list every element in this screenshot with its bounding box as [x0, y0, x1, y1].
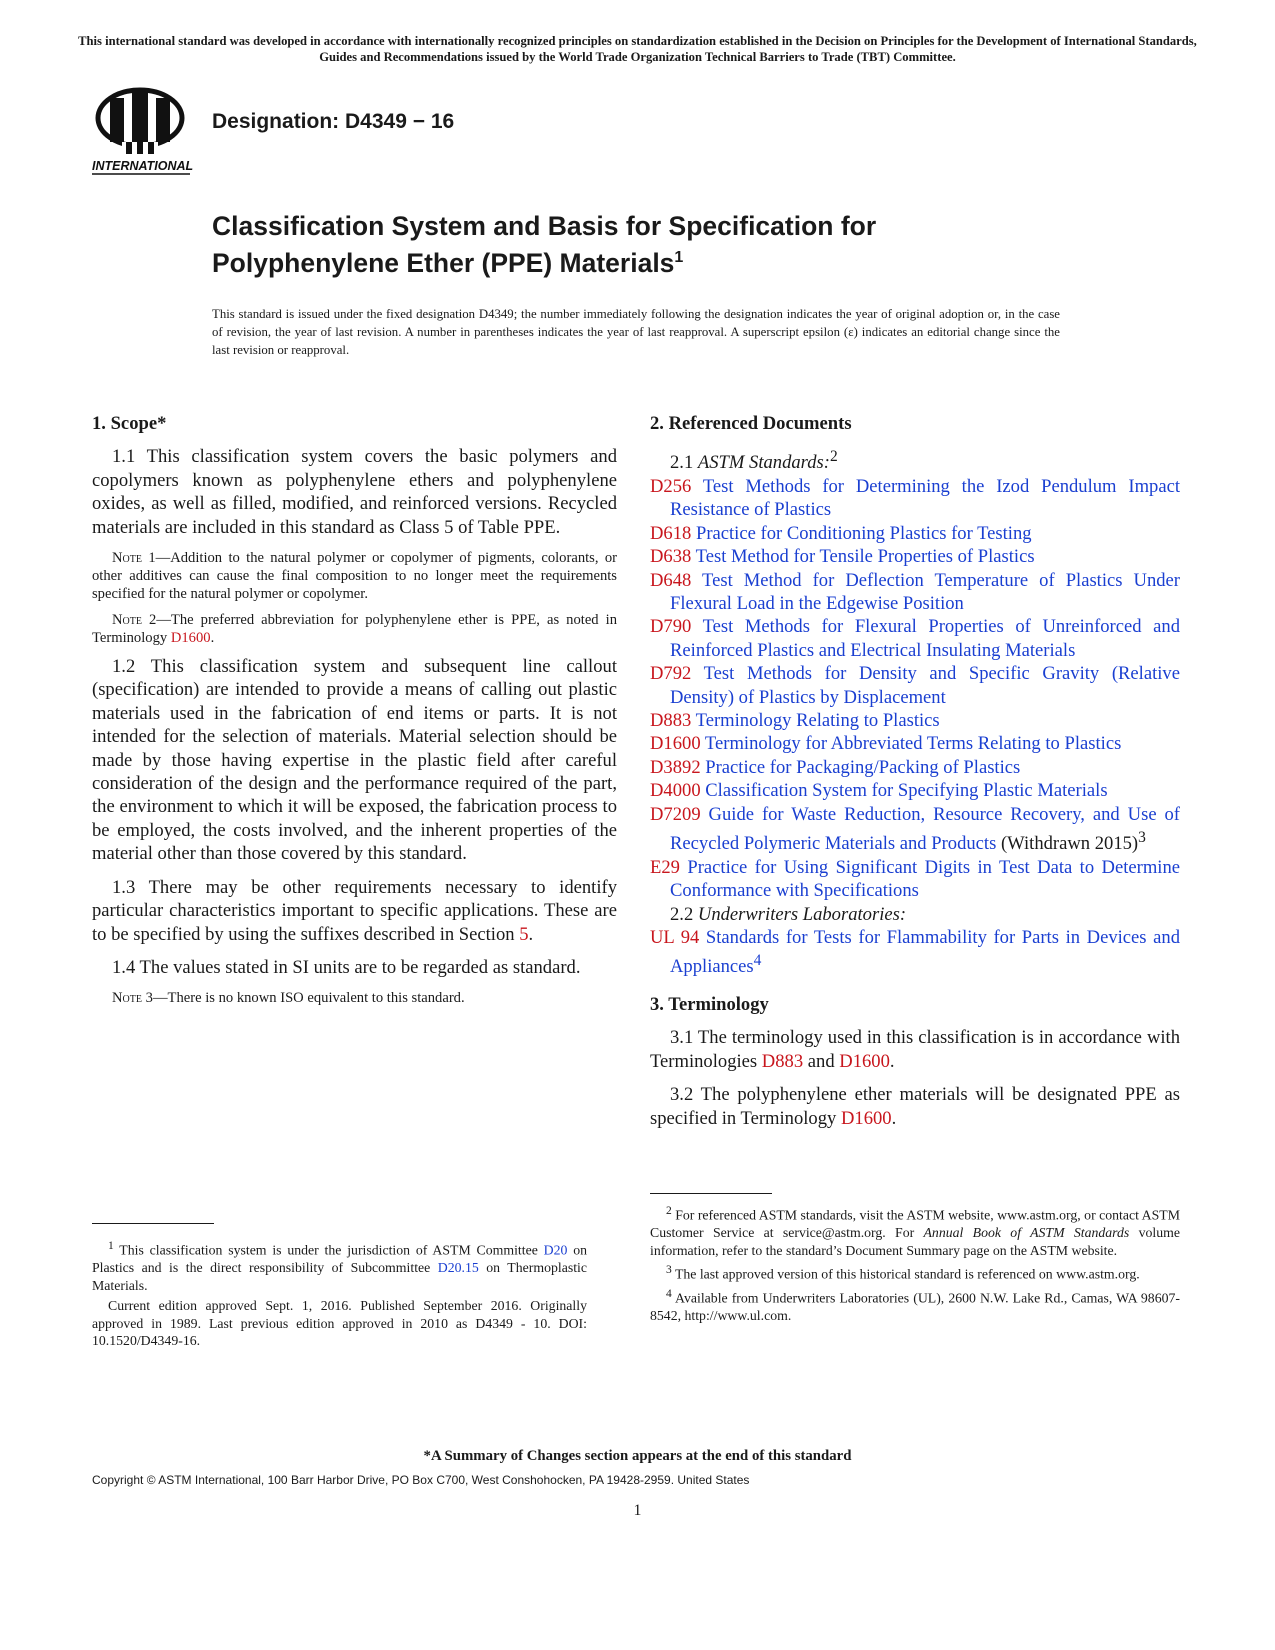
footnote-1: $^1$ This classification system is under the jurisdiction of ASTM Committee D20 on Plastics and is the direct responsibility of Subcommittee D20.15 on Thermoplastic Materials. [92, 1240, 588, 1293]
link-d1600[interactable]: D1600 [170, 630, 211, 647]
link-section-5[interactable]: 5 [519, 923, 529, 945]
reference-item-d638[interactable]: D638 Test Method for Tensile Properties of Plastics [650, 546, 1035, 568]
note-1: Note 1—Addition to the natural polymer or copolymer of pigments, colorants, or other additives can cause the final composition to no longer meet the requirements specified for the natural polymer or copolymer. [92, 550, 617, 603]
right-column [650, 412, 1180, 1140]
reference-item-d648[interactable]: D648 Test Method for Deflection Temperature of Plastics Under Flexural Load in the Edgewise Position [650, 569, 1180, 615]
para-1-1: 1.1 This classification system covers the basic polymers and copolymers known as polyphenylene ethers and polyphenylene oxides, as well as filled, modified, and reinforced versions. Recycled materials are included in this standard as Class 5 of Table PPE. [92, 446, 617, 538]
reference-item-d256[interactable]: D256 Test Methods for Determining the Izod Pendulum Impact Resistance of Plastics [650, 476, 1180, 521]
footnote-4: $^4$ Available from Underwriters Laboratories (UL), 2600 N.W. Lake Rd., Camas, WA 98607-8542, http://www.ul.com. [650, 1288, 1180, 1324]
document-title: Classification System and Basis for Specification for Polyphenylene Ether (PPE) Materials$^1$ [212, 211, 877, 278]
reference-item-d792[interactable]: D792 Test Methods for Density and Specific Gravity (Relative Density) of Plastics by Displacement [650, 663, 1180, 708]
reference-item-d7209[interactable]: D7209 Guide for Waste Reduction, Resource Recovery, and Use of Recycled Polymeric Materials and Products (Withdrawn 2015)$^3$ [650, 803, 1180, 855]
footnote-rule-left [92, 1223, 214, 1224]
reference-list [650, 475, 1180, 903]
section-scope-heading: 1. Scope* [92, 413, 167, 434]
astm-logo [92, 84, 204, 180]
copyright: Copyright © ASTM International, 100 Barr Harbor Drive, PO Box C700, West Conshohocken, PA 19428-2959. United States [92, 1473, 750, 1487]
subsection-astm-standards: 2.1 ASTM Standards:$^2$ [670, 448, 838, 474]
designation: Designation: D4349 − 16 [212, 110, 455, 133]
left-column [92, 412, 617, 1015]
footnote-rule-right [650, 1193, 772, 1194]
reference-item-d3892[interactable]: D3892 Practice for Packaging/Packing of Plastics [650, 756, 1021, 778]
link-d20-15[interactable]: D20.15 [437, 1260, 479, 1276]
link-d1600[interactable]: D1600 [839, 1050, 890, 1072]
footnote-1-edition: Current edition approved Sept. 1, 2016. Published September 2016. Originally approved in 1989. Last previous edition approved in 2010 as D4349 - 10. DOI: 10.1520/D4349-16. [92, 1298, 587, 1349]
link-d20[interactable]: D20 [543, 1242, 568, 1258]
link-d883[interactable]: D883 [761, 1050, 804, 1072]
para-1-2: 1.2 This classification system and subsequent line callout (specification) are intended to provide a means of calling out plastic materials used in the fabrication of end items or parts. It is not intended for the selection of materials. Material selection should be made by those having expertise in the plastic field after careful consideration of the design and the performance required of the part, the environment to which it will be exposed, the fabrication process to be employed, the costs involved, and the inherent properties of the material other than those covered by this standard. [92, 656, 617, 865]
svg-text:INTERNATIONAL: INTERNATIONAL [92, 159, 194, 173]
reference-item-d1600[interactable]: D1600 Terminology for Abbreviated Terms Relating to Plastics [650, 733, 1122, 755]
para-1-4: 1.4 The values stated in SI units are to be regarded as standard. [112, 956, 581, 978]
summary-of-changes-note: *A Summary of Changes section appears at the end of this standard [423, 1448, 852, 1464]
reference-item-e29[interactable]: E29 Practice for Using Significant Digits in Test Data to Determine Conformance with Specifications [650, 856, 1180, 902]
reference-item-d618[interactable]: D618 Practice for Conditioning Plastics for Testing [650, 522, 1032, 544]
issuance-statement: This standard is issued under the fixed designation D4349; the number immediately following the designation indicates the year of original adoption or, in the case of revision, the year of last revision. A number in parentheses indicates the year of last reapproval. A superscript epsilon (ε) indicates an editorial change since the last revision or reapproval. [212, 307, 1060, 357]
footnotes-left [92, 1238, 587, 1353]
reference-item-ul94[interactable]: UL 94 Standards for Tests for Flammability for Parts in Devices and Appliances$^4$ [650, 926, 1180, 978]
footnotes-right [650, 1203, 1180, 1328]
para-3-1: 3.1 The terminology used in this classification is in accordance with Terminologies D883 and D1600. [650, 1027, 1180, 1072]
reference-item-d883[interactable]: D883 Terminology Relating to Plastics [650, 710, 940, 732]
note-3: Note 3—There is no known ISO equivalent to this standard. [112, 990, 465, 1007]
para-1-3: 1.3 There may be other requirements necessary to identify particular characteristics important to specific applications. These are to be specified by using the suffixes described in Section 5. [92, 876, 617, 945]
para-3-2: 3.2 The polyphenylene ether materials will be designated PPE as specified in Terminology D1600. [650, 1084, 1180, 1129]
subsection-ul: 2.2 Underwriters Laboratories: [670, 903, 907, 925]
trade-notice: This international standard was developed in accordance with internationally recognized principles on standardization established in the Decision on Principles for the Development of International Standards, Guides and Recommendations issued by the World Trade Organization Technical Barriers to Trade (TBT) Committee. [78, 34, 1197, 64]
page-number: 1 [633, 1502, 642, 1519]
link-d1600[interactable]: D1600 [840, 1107, 892, 1129]
footnote-3: $^3$ The last approved version of this historical standard is referenced on www.astm.org. [666, 1264, 1140, 1282]
footnote-2: $^2$ For referenced ASTM standards, visit the ASTM website, www.astm.org, or contact ASTM Customer Service at service@astm.org. For Annual Book of ASTM Standards volume information, refer to the standard’s Document Summary page on the ASTM website. [650, 1205, 1180, 1258]
section-refdocs-heading: 2. Referenced Documents [650, 413, 852, 434]
reference-item-d790[interactable]: D790 Test Methods for Flexural Properties of Unreinforced and Reinforced Plastics and Electrical Insulating Materials [650, 616, 1180, 661]
section-terminology-heading: 3. Terminology [650, 993, 769, 1015]
note-2: Note 2—The preferred abbreviation for polyphenylene ether is PPE, as noted in Terminology D1600. [92, 612, 617, 647]
reference-item-d4000[interactable]: D4000 Classification System for Specifying Plastic Materials [650, 780, 1108, 802]
